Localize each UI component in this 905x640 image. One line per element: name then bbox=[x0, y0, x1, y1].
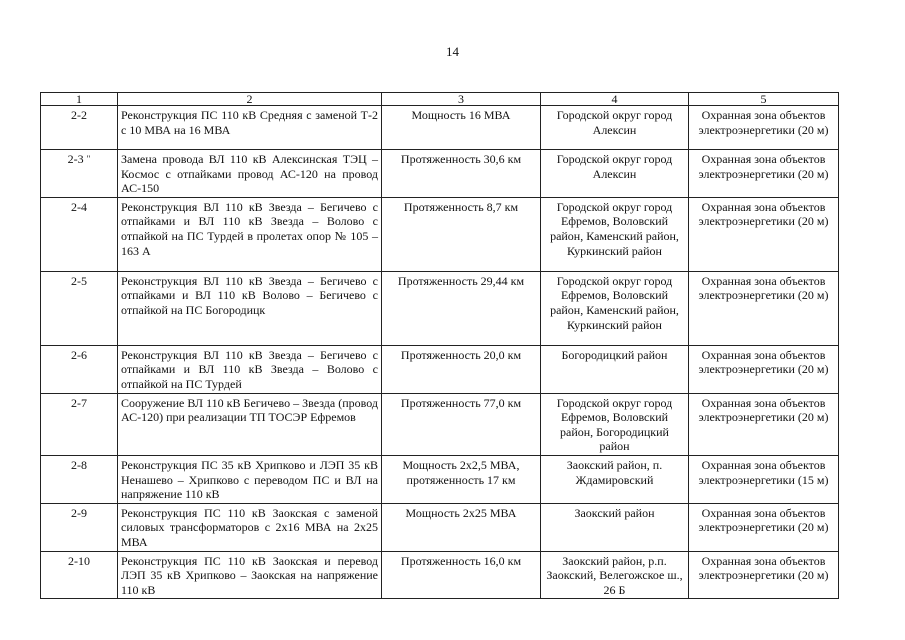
project-name-text: Реконструкция ПС 110 кВ Заокская и перевод ЛЭП 35 кВ Хрипково – Заокская на напряжение 110 кВ bbox=[121, 553, 378, 597]
protection-zone bbox=[689, 150, 839, 198]
row-number bbox=[41, 271, 118, 345]
projects-table bbox=[40, 92, 839, 599]
table-row bbox=[41, 551, 839, 599]
project-name-text: Реконструкция ВЛ 110 кВ Звезда – Бегичево с отпайками и ВЛ 110 кВ Волово – Бегичево с отпайкой на ПС Богородицк bbox=[121, 273, 378, 317]
project-name bbox=[118, 271, 382, 345]
project-parameters bbox=[382, 345, 541, 393]
project-name bbox=[118, 455, 382, 503]
project-parameters-text: Протяженность 30,6 км bbox=[400, 152, 522, 166]
row-number bbox=[41, 393, 118, 455]
protection-zone bbox=[689, 503, 839, 551]
project-location bbox=[541, 197, 689, 271]
project-parameters bbox=[382, 503, 541, 551]
project-location bbox=[541, 271, 689, 345]
protection-zone-text: Охранная зона объектов электроэнергетики (20 м) bbox=[698, 152, 829, 181]
project-location-text: Городской округ город Ефремов, Воловский район, Богородицкий район bbox=[556, 395, 673, 454]
project-name-text: Реконструкция ПС 110 кВ Средняя с заменой Т-2 с 10 МВА на 16 МВА bbox=[121, 108, 378, 137]
row-number bbox=[41, 455, 118, 503]
table-row bbox=[41, 197, 839, 271]
project-parameters bbox=[382, 197, 541, 271]
project-location-text: Городской округ город Алексин bbox=[556, 108, 673, 137]
row-mark: " bbox=[86, 154, 91, 164]
project-location bbox=[541, 455, 689, 503]
project-location-text: Заокский район, п. Ждамировский bbox=[566, 457, 663, 487]
project-parameters-text: Мощность 2х2,5 МВА, протяженность 17 км bbox=[402, 457, 520, 487]
project-name-text: Сооружение ВЛ 110 кВ Бегичево – Звезда (провод АС-120) при реализации ТП ТОСЭР Ефремов bbox=[121, 395, 378, 425]
project-name bbox=[118, 106, 382, 150]
row-number bbox=[41, 503, 118, 551]
project-location bbox=[541, 393, 689, 455]
column-header-2: 2 bbox=[118, 93, 382, 106]
protection-zone bbox=[689, 106, 839, 150]
project-parameters-text: Протяженность 77,0 км bbox=[400, 395, 522, 410]
project-location bbox=[541, 551, 689, 599]
project-name bbox=[118, 345, 382, 393]
table-row bbox=[41, 345, 839, 393]
project-name bbox=[118, 197, 382, 271]
column-header-1: 1 bbox=[41, 93, 118, 106]
project-parameters-text: Мощность 16 МВА bbox=[411, 108, 511, 122]
row-number bbox=[41, 345, 118, 393]
protection-zone bbox=[689, 271, 839, 345]
row-number-text: 2-8 bbox=[71, 457, 87, 472]
project-parameters bbox=[382, 271, 541, 345]
row-number-text: 2-4 bbox=[71, 199, 87, 214]
project-location bbox=[541, 150, 689, 198]
project-name-text: Реконструкция ПС 110 кВ Заокская с заменой силовых трансформаторов с 2х16 МВА на 2х25 МВА bbox=[121, 505, 378, 549]
row-number bbox=[41, 197, 118, 271]
project-location-text: Богородицкий район bbox=[561, 347, 668, 362]
table-row bbox=[41, 503, 839, 551]
project-name-text: Замена провода ВЛ 110 кВ Алексинская ТЭЦ – Космос с отпайками провод АС-120 на провод АС-150 bbox=[121, 152, 378, 196]
protection-zone-text: Охранная зона объектов электроэнергетики (20 м) bbox=[698, 199, 829, 229]
column-header-3: 3 bbox=[382, 93, 541, 106]
row-number-text: 2-6 bbox=[71, 347, 87, 362]
row-number-text: 2-3 bbox=[67, 152, 84, 166]
table-row bbox=[41, 455, 839, 503]
project-parameters-text: Протяженность 20,0 км bbox=[400, 347, 522, 362]
project-location-text: Заокский район bbox=[574, 505, 655, 520]
row-number bbox=[41, 106, 118, 150]
project-location-text: Заокский район, р.п. Заокский, Велегожское ш., 26 Б bbox=[546, 553, 683, 597]
protection-zone bbox=[689, 197, 839, 271]
project-parameters-text: Протяженность 16,0 км bbox=[400, 553, 522, 568]
protection-zone-text: Охранная зона объектов электроэнергетики (20 м) bbox=[698, 108, 829, 137]
protection-zone-text: Охранная зона объектов электроэнергетики (20 м) bbox=[698, 553, 829, 583]
row-number-text: 2-9 bbox=[71, 505, 87, 520]
project-location-text: Городской округ город Ефремов, Воловский район, Каменский район, Куркинский район bbox=[550, 273, 679, 332]
protection-zone bbox=[689, 393, 839, 455]
table-row bbox=[41, 393, 839, 455]
row-number bbox=[41, 551, 118, 599]
project-parameters bbox=[382, 106, 541, 150]
header-row bbox=[41, 93, 839, 106]
protection-zone bbox=[689, 345, 839, 393]
project-name bbox=[118, 150, 382, 198]
table-row bbox=[41, 271, 839, 345]
protection-zone-text: Охранная зона объектов электроэнергетики (15 м) bbox=[698, 457, 829, 487]
project-name bbox=[118, 503, 382, 551]
project-name bbox=[118, 551, 382, 599]
row-number-text: 2-2 bbox=[71, 108, 87, 122]
page-number: 14 bbox=[446, 44, 459, 59]
project-name-text: Реконструкция ВЛ 110 кВ Звезда – Бегичево с отпайками и ВЛ 110 кВ Звезда – Волово с отпайкой на ПС Турдей в пролетах опор № 105 – 163 А bbox=[121, 199, 378, 258]
table-row bbox=[41, 150, 839, 198]
project-location bbox=[541, 503, 689, 551]
row-number-text: 2-7 bbox=[71, 395, 87, 410]
project-location-text: Городской округ город Ефремов, Воловский район, Каменский район, Куркинский район bbox=[550, 199, 679, 258]
row-number bbox=[41, 150, 118, 198]
project-location-text: Городской округ город Алексин bbox=[556, 152, 673, 181]
column-header-4: 4 bbox=[541, 93, 689, 106]
protection-zone-text: Охранная зона объектов электроэнергетики (20 м) bbox=[698, 347, 829, 377]
protection-zone bbox=[689, 455, 839, 503]
row-number-text: 2-5 bbox=[71, 273, 87, 288]
project-parameters-text: Протяженность 8,7 км bbox=[403, 199, 519, 214]
project-name bbox=[118, 393, 382, 455]
protection-zone bbox=[689, 551, 839, 599]
project-location bbox=[541, 345, 689, 393]
table-row bbox=[41, 106, 839, 150]
row-number-text: 2-10 bbox=[68, 553, 90, 568]
column-header-5: 5 bbox=[689, 93, 839, 106]
project-parameters-text: Мощность 2х25 МВА bbox=[405, 505, 517, 520]
protection-zone-text: Охранная зона объектов электроэнергетики (20 м) bbox=[698, 273, 829, 303]
project-parameters bbox=[382, 393, 541, 455]
project-name-text: Реконструкция ВЛ 110 кВ Звезда – Бегичево с отпайками и ВЛ 110 кВ Звезда – Волово с отпайкой на ПС Турдей bbox=[121, 347, 378, 391]
project-parameters bbox=[382, 551, 541, 599]
project-name-text: Реконструкция ПС 35 кВ Хрипково и ЛЭП 35 кВ Ненашево – Хрипково с переводом ПС и ВЛ на напряжение 110 кВ bbox=[121, 457, 378, 502]
project-parameters bbox=[382, 150, 541, 198]
project-parameters-text: Протяженность 29,44 км bbox=[397, 273, 525, 288]
project-parameters bbox=[382, 455, 541, 503]
protection-zone-text: Охранная зона объектов электроэнергетики (20 м) bbox=[698, 505, 829, 535]
protection-zone-text: Охранная зона объектов электроэнергетики (20 м) bbox=[698, 395, 829, 425]
project-location bbox=[541, 106, 689, 150]
